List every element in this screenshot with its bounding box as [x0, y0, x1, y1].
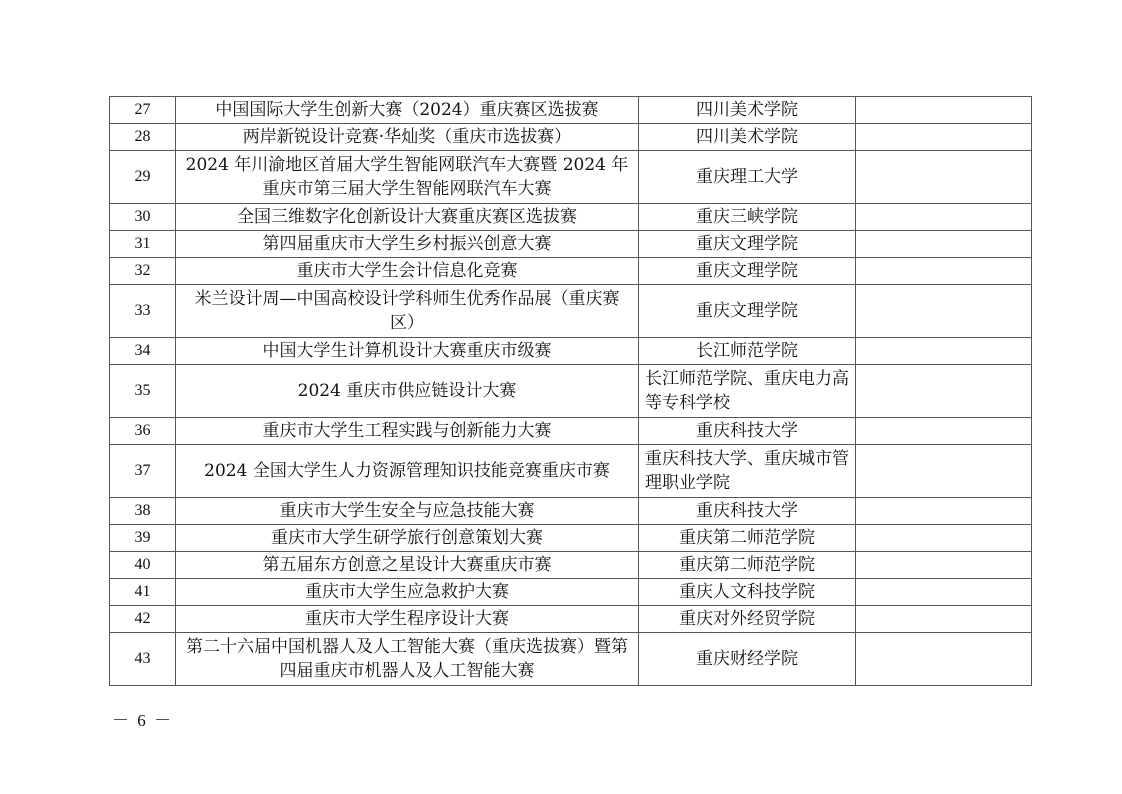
host-organization: 重庆第二师范学院	[639, 525, 856, 552]
competition-name: 第二十六届中国机器人及人工智能大赛（重庆选拔赛）暨第四届重庆市机器人及人工智能大赛	[176, 633, 639, 686]
row-number: 43	[110, 633, 176, 686]
row-number: 38	[110, 498, 176, 525]
row-number: 28	[110, 124, 176, 151]
competition-name: 第四届重庆市大学生乡村振兴创意大赛	[176, 231, 639, 258]
table-row	[110, 498, 1032, 525]
note-cell	[856, 365, 1032, 418]
competition-name: 全国三维数字化创新设计大赛重庆赛区选拔赛	[176, 204, 639, 231]
note-cell	[856, 204, 1032, 231]
host-organization: 重庆文理学院	[639, 258, 856, 285]
host-organization: 重庆财经学院	[639, 633, 856, 686]
row-number: 37	[110, 445, 176, 498]
competition-name: 两岸新锐设计竞赛·华灿奖（重庆市选拔赛）	[176, 124, 639, 151]
table-row	[110, 285, 1032, 338]
note-cell	[856, 498, 1032, 525]
table-row	[110, 606, 1032, 633]
host-organization: 重庆科技大学	[639, 418, 856, 445]
competition-name: 中国国际大学生创新大赛（2024）重庆赛区选拔赛	[176, 97, 639, 124]
competition-name: 重庆市大学生工程实践与创新能力大赛	[176, 418, 639, 445]
host-organization: 长江师范学院	[639, 338, 856, 365]
note-cell	[856, 633, 1032, 686]
note-cell	[856, 606, 1032, 633]
host-organization: 四川美术学院	[639, 97, 856, 124]
host-organization: 长江师范学院、重庆电力高等专科学校	[639, 365, 856, 418]
note-cell	[856, 151, 1032, 204]
table-row	[110, 579, 1032, 606]
row-number: 31	[110, 231, 176, 258]
competition-name: 米兰设计周—中国高校设计学科师生优秀作品展（重庆赛区）	[176, 285, 639, 338]
note-cell	[856, 525, 1032, 552]
competition-name: 中国大学生计算机设计大赛重庆市级赛	[176, 338, 639, 365]
row-number: 39	[110, 525, 176, 552]
competition-name: 重庆市大学生程序设计大赛	[176, 606, 639, 633]
host-organization: 重庆科技大学	[639, 498, 856, 525]
competition-name: 重庆市大学生安全与应急技能大赛	[176, 498, 639, 525]
competition-name: 重庆市大学生会计信息化竞赛	[176, 258, 639, 285]
host-organization: 四川美术学院	[639, 124, 856, 151]
note-cell	[856, 97, 1032, 124]
row-number: 35	[110, 365, 176, 418]
host-organization: 重庆文理学院	[639, 231, 856, 258]
competition-name: 第五届东方创意之星设计大赛重庆市赛	[176, 552, 639, 579]
table-row	[110, 97, 1032, 124]
competition-table	[109, 96, 1032, 686]
note-cell	[856, 445, 1032, 498]
table-row	[110, 633, 1032, 686]
host-organization: 重庆文理学院	[639, 285, 856, 338]
row-number: 36	[110, 418, 176, 445]
row-number: 42	[110, 606, 176, 633]
competition-name: 2024 重庆市供应链设计大赛	[176, 365, 639, 418]
table-row	[110, 231, 1032, 258]
table-row	[110, 258, 1032, 285]
note-cell	[856, 285, 1032, 338]
row-number: 41	[110, 579, 176, 606]
host-organization: 重庆三峡学院	[639, 204, 856, 231]
row-number: 30	[110, 204, 176, 231]
table-row	[110, 525, 1032, 552]
host-organization: 重庆第二师范学院	[639, 552, 856, 579]
host-organization: 重庆科技大学、重庆城市管理职业学院	[639, 445, 856, 498]
host-organization: 重庆理工大学	[639, 151, 856, 204]
competition-name: 重庆市大学生应急救护大赛	[176, 579, 639, 606]
page-number: － 6 －	[112, 711, 173, 730]
note-cell	[856, 338, 1032, 365]
note-cell	[856, 124, 1032, 151]
table-row	[110, 445, 1032, 498]
row-number: 40	[110, 552, 176, 579]
competition-table-body	[110, 97, 1032, 686]
note-cell	[856, 552, 1032, 579]
note-cell	[856, 579, 1032, 606]
table-row	[110, 338, 1032, 365]
table-row	[110, 418, 1032, 445]
note-cell	[856, 418, 1032, 445]
row-number: 32	[110, 258, 176, 285]
row-number: 27	[110, 97, 176, 124]
host-organization: 重庆对外经贸学院	[639, 606, 856, 633]
note-cell	[856, 258, 1032, 285]
row-number: 34	[110, 338, 176, 365]
competition-name: 2024 年川渝地区首届大学生智能网联汽车大赛暨 2024 年重庆市第三届大学生智能网联汽车大赛	[176, 151, 639, 204]
table-row	[110, 151, 1032, 204]
row-number: 29	[110, 151, 176, 204]
table-row	[110, 365, 1032, 418]
table-row	[110, 124, 1032, 151]
table-row	[110, 204, 1032, 231]
row-number: 33	[110, 285, 176, 338]
note-cell	[856, 231, 1032, 258]
competition-name: 2024 全国大学生人力资源管理知识技能竞赛重庆市赛	[176, 445, 639, 498]
competition-name: 重庆市大学生研学旅行创意策划大赛	[176, 525, 639, 552]
table-row	[110, 552, 1032, 579]
host-organization: 重庆人文科技学院	[639, 579, 856, 606]
